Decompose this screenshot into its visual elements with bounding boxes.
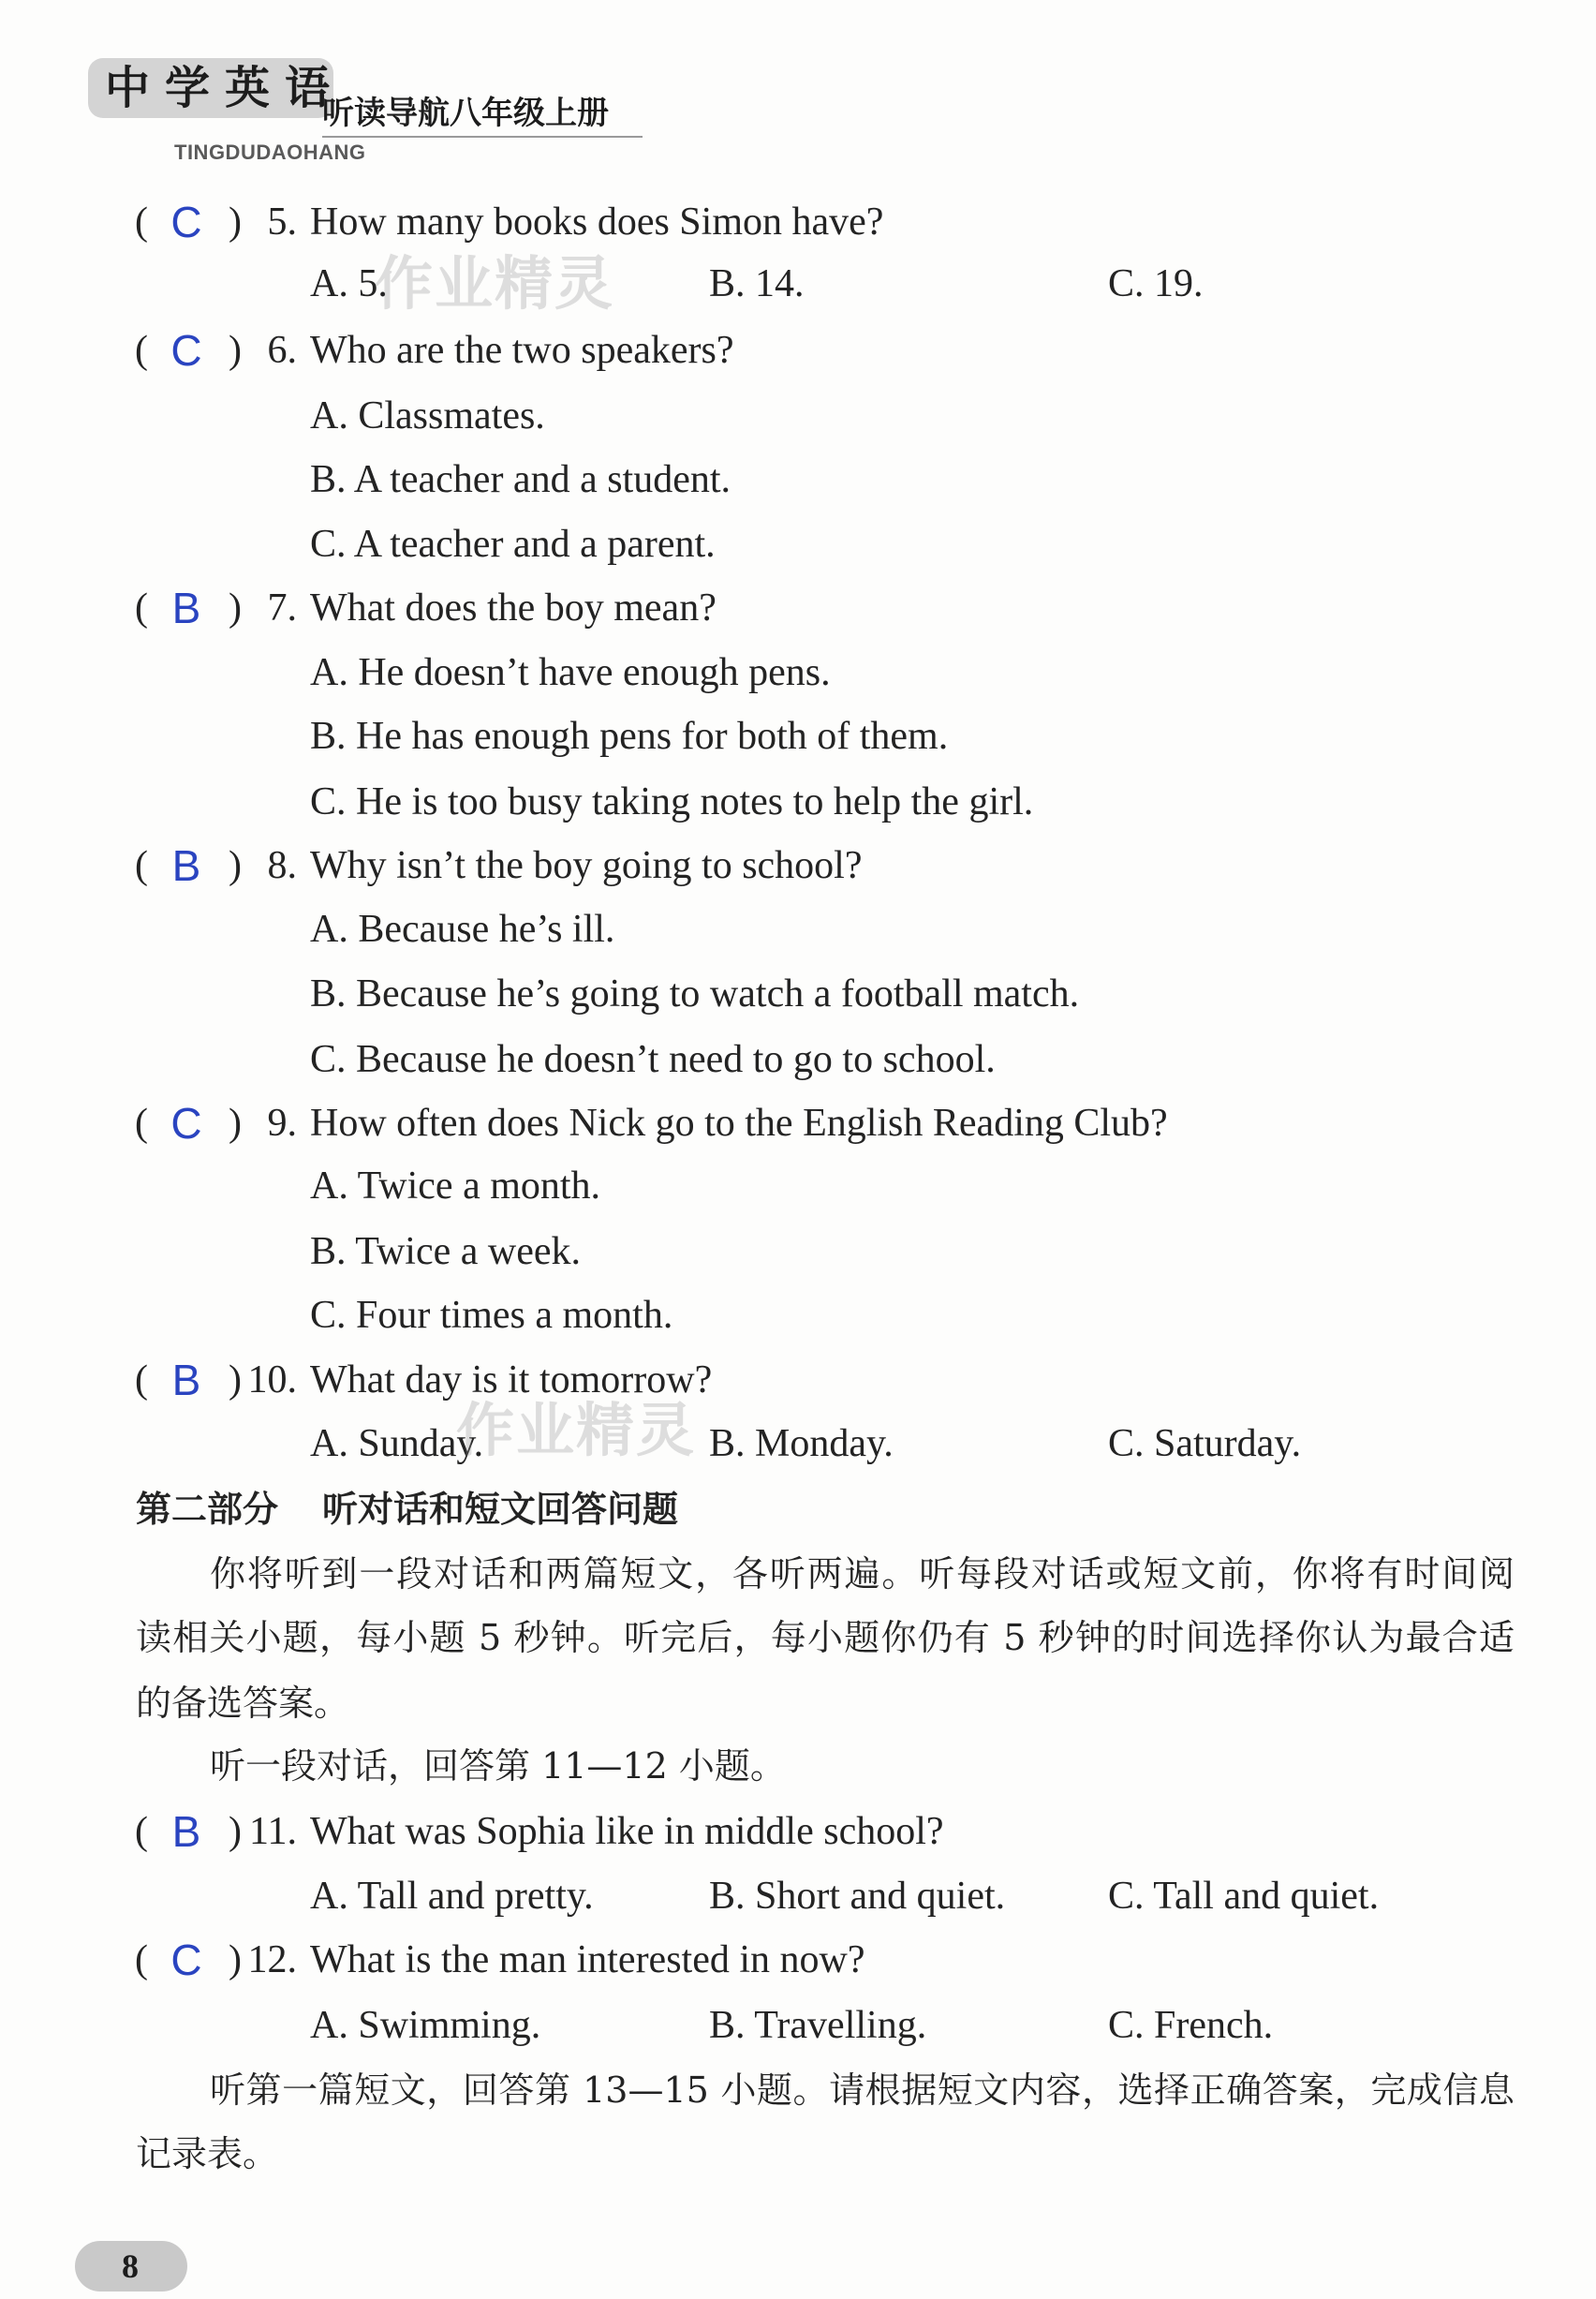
question-9-option-a-row: [0, 1154, 1596, 1218]
question-5-options: [0, 249, 1596, 318]
question-9-option-b-row: [0, 1220, 1596, 1283]
question-text: Why isn’t the boy going to school?: [310, 844, 863, 887]
answer-bracket-close: ): [229, 1938, 242, 1981]
answer-bracket-close: ): [229, 1358, 242, 1402]
question-7: [0, 576, 1596, 640]
answer-letter: B: [171, 584, 201, 632]
answer-bracket-open: (: [135, 844, 148, 887]
question-text: What was Sophia like in middle school?: [310, 1810, 944, 1853]
answer-bracket-open: (: [135, 1810, 148, 1853]
answer-bracket-open: (: [135, 1358, 148, 1402]
question-10-options: [0, 1412, 1596, 1476]
question-number: 5.: [267, 200, 297, 244]
question-number: 6.: [267, 329, 297, 372]
answer-letter: C: [170, 198, 202, 246]
option-c: C. Because he doesn’t need to go to school.: [310, 1038, 996, 1081]
option-b: B. Because he’s going to watch a football match.: [310, 972, 1080, 1016]
answer-letter: C: [170, 1099, 202, 1148]
question-12: [0, 1928, 1596, 1992]
question-text: How often does Nick go to the English Reading Club?: [310, 1102, 1168, 1145]
option-b: B. Twice a week.: [310, 1230, 582, 1273]
question-11-options: [0, 1864, 1596, 1928]
header-rule: [322, 136, 643, 138]
answer-bracket-close: ): [229, 1102, 242, 1145]
header-pinyin: TINGDUDAOHANG: [174, 141, 366, 164]
answer-bracket-open: (: [135, 1102, 148, 1145]
question-9: [0, 1091, 1596, 1155]
option-a: A. Tall and pretty.: [310, 1875, 594, 1918]
answer-letter: C: [170, 1936, 202, 1984]
question-10: [0, 1348, 1596, 1412]
option-c: C. 19.: [1108, 262, 1204, 305]
instructions-line-3: 的备选答案。: [136, 1683, 350, 1724]
answer-bracket-close: ): [229, 1810, 242, 1853]
book-title: 听读导航八年级上册: [322, 95, 609, 132]
option-c: C. Four times a month.: [310, 1294, 673, 1337]
question-8-option-a-row: [0, 897, 1596, 961]
option-a: A. Classmates.: [310, 394, 545, 438]
question-text: What is the man interested in now?: [310, 1938, 865, 1981]
question-8-option-c-row: [0, 1028, 1596, 1091]
option-a: A. He doesn’t have enough pens.: [310, 651, 831, 694]
option-c: C. A teacher and a parent.: [310, 523, 716, 566]
answer-letter: B: [171, 1356, 201, 1404]
option-a: A. Sunday.: [310, 1422, 484, 1465]
passage-intro-line-1: 听第一篇短文，回答第 13—15 小题。请根据短文内容，选择正确答案，完成信息: [210, 2069, 1515, 2111]
question-number: 12.: [247, 1938, 297, 1981]
option-b: B. 14.: [709, 262, 805, 305]
option-c: C. He is too busy taking notes to help the girl.: [310, 780, 1034, 823]
option-c: C. French.: [1108, 2004, 1274, 2047]
question-11: [0, 1800, 1596, 1863]
instructions-line-1: 你将听到一段对话和两篇短文，各听两遍。听每段对话或短文前，你将有时间阅: [210, 1553, 1515, 1594]
answer-letter: B: [171, 841, 201, 890]
question-number: 7.: [267, 586, 297, 630]
answer-bracket-close: ): [229, 200, 242, 244]
answer-bracket-open: (: [135, 329, 148, 372]
page-number: 8: [122, 2247, 139, 2285]
option-b: B. Travelling.: [709, 2004, 927, 2047]
question-8: [0, 834, 1596, 897]
watermark-top: 作业精灵: [375, 249, 615, 318]
answer-bracket-open: (: [135, 586, 148, 630]
passage-intro-line-2: 记录表。: [136, 2133, 279, 2174]
question-text: How many books does Simon have?: [310, 200, 884, 244]
option-a: A. Twice a month.: [310, 1164, 601, 1208]
answer-bracket-close: ): [229, 329, 242, 372]
question-7-option-b-row: [0, 705, 1596, 768]
question-7-option-a-row: [0, 641, 1596, 705]
option-a: A. Because he’s ill.: [310, 908, 615, 951]
question-6-option-a-row: [0, 384, 1596, 448]
question-text: Who are the two speakers?: [310, 329, 734, 372]
question-text: What does the boy mean?: [310, 586, 717, 630]
option-b: B. He has enough pens for both of them.: [310, 715, 949, 758]
question-number: 11.: [249, 1810, 297, 1853]
option-a: A. 5.: [310, 262, 388, 305]
option-c: C. Saturday.: [1108, 1422, 1302, 1465]
question-6-option-c-row: [0, 512, 1596, 576]
question-number: 8.: [267, 844, 297, 887]
question-6: [0, 319, 1596, 382]
option-b: B. A teacher and a student.: [310, 458, 732, 501]
option-b: B. Short and quiet.: [709, 1875, 1006, 1918]
question-number: 10.: [247, 1358, 297, 1402]
question-text: What day is it tomorrow?: [310, 1358, 713, 1402]
question-9-option-c-row: [0, 1283, 1596, 1347]
section-label: 第二部分: [136, 1488, 279, 1530]
question-7-option-c-row: [0, 770, 1596, 834]
answer-bracket-close: ): [229, 844, 242, 887]
dialogue-intro: 听一段对话，回答第 11—12 小题。: [210, 1745, 786, 1787]
answer-letter: B: [171, 1807, 201, 1856]
section-title: 听对话和短文回答问题: [322, 1488, 679, 1530]
question-12-options: [0, 1994, 1596, 2057]
option-c: C. Tall and quiet.: [1108, 1875, 1380, 1918]
question-8-option-b-row: [0, 962, 1596, 1026]
option-b: B. Monday.: [709, 1422, 894, 1465]
answer-bracket-open: (: [135, 200, 148, 244]
question-number: 9.: [267, 1102, 297, 1145]
series-title: 中学英语: [105, 62, 346, 114]
option-a: A. Swimming.: [310, 2004, 541, 2047]
watermark-middle: 作业精灵: [456, 1396, 697, 1464]
answer-bracket-open: (: [135, 1938, 148, 1981]
instructions-line-2: 读相关小题，每小题 5 秒钟。听完后，每小题你仍有 5 秒钟的时间选择你认为最合适: [136, 1617, 1515, 1658]
answer-bracket-close: ): [229, 586, 242, 630]
question-5: [0, 190, 1596, 254]
answer-letter: C: [170, 326, 202, 375]
question-6-option-b-row: [0, 448, 1596, 512]
